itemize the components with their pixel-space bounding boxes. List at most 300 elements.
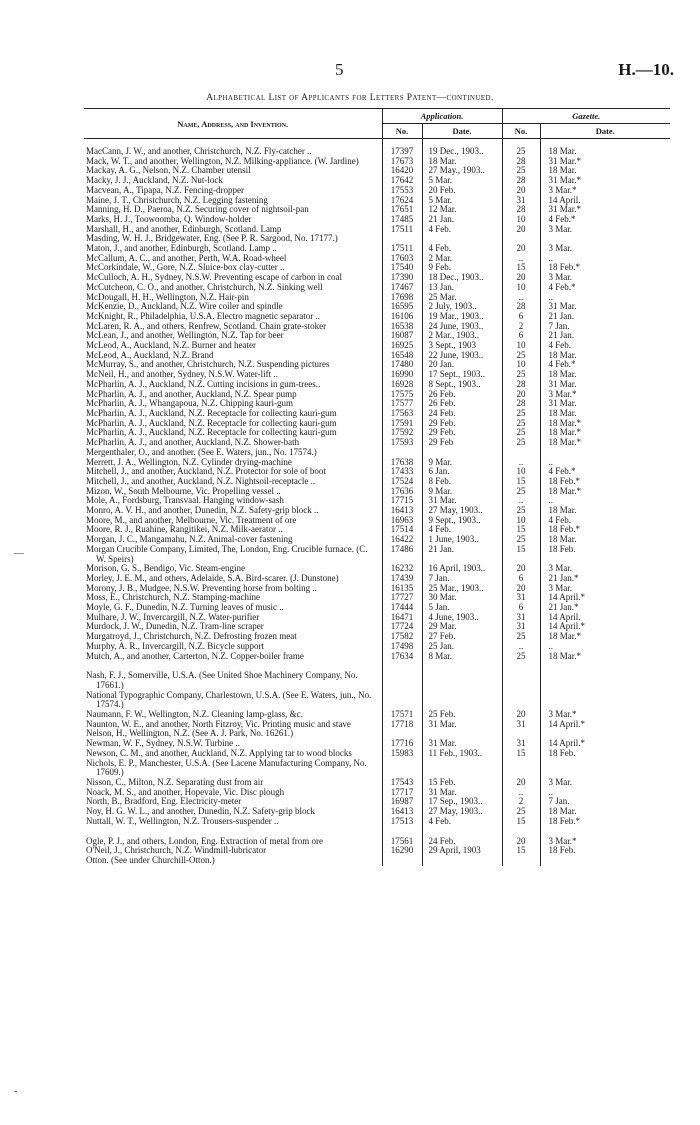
gazette-date-cell: 18 Feb.* [548,816,580,826]
applicant-cell: Macky, J. J., Auckland, N.Z. Nut-lock [84,176,382,186]
table-row [84,749,670,759]
applicant-cell: Newman, W. F., Sydney, N.S.W. Turbine .. [84,739,382,749]
table-row [84,360,670,370]
applicant-cell: Mack, W. T., and another, Wellington, N.Z. Milking-appliance. (W. Jardine) [84,157,382,167]
gazette-date-cell: .. [548,253,553,263]
gazette-no-cell: 31 [502,739,540,749]
application-date-cell [422,729,502,739]
gazette-date-cell: 18 Mar. [548,535,577,545]
table-row [84,399,670,409]
gazette-date-cell: 18 Mar.* [548,651,581,661]
application-no-cell: 17642 [382,176,422,186]
applicant-cell: O'Neil, J., Christchurch, N.Z. Windmill-lubricator [84,846,382,856]
table-row [84,642,670,652]
applicant-cell: Morley, J. E. M., and others, Adelaide, S.A. Bird-scarer. (J. Dunstone) [84,574,382,584]
table-row [84,157,670,167]
table-row [84,632,670,642]
table-row [84,351,670,361]
gazette-date-cell: 31 Mar.* [548,205,581,215]
applicant-cell: Moyle, G. F., Dunedin, N.Z. Turning leaves of music .. [84,603,382,613]
application-no-cell: 17603 [382,254,422,264]
applicant-cell: McNeil, H., and another, Sydney, N.S.W. Water-lift .. [84,370,382,380]
application-date-cell: 4 Feb. [422,817,502,827]
applicant-cell: Naunton, W. E., and another, North Fitzroy, Vic. Printing music and stave [84,720,382,730]
applicant-cell: Murgatroyd, J., Christchurch, N.Z. Defrosting frozen meat [84,632,382,642]
applicant-cell: Morgan, J. C., Mangamahu, N.Z. Animal-cover fastening [84,535,382,545]
application-no-cell: 17571 [382,710,422,720]
application-date-cell: 9 Mar. [422,487,502,497]
table-body [84,139,670,866]
applicant-cell: McLeod, A., Auckland, N.Z. Burner and heater [84,341,382,351]
gazette-date-cell: 14 April. [548,612,581,622]
gazette-no-cell: 25 [502,166,540,176]
gazette-date-cell: 14 April.* [548,719,586,729]
gazette-date-cell: 18 Mar. [548,408,577,418]
gazette-date-cell: 14 April. [548,195,581,205]
table-row [84,273,670,283]
applicant-cell: McPharlin, A. J., and another, Auckland, N.Z. Shower-bath [84,438,382,448]
application-date-cell [422,448,502,458]
table-row [84,438,670,448]
table-row [84,225,670,235]
gazette-no-cell [502,856,540,866]
applicant-cell: Marks, H. J., Toowoomba, Q. Window-holder [84,215,382,225]
gap-cell [84,827,382,837]
application-date-cell: 12 Mar. [422,205,502,215]
applicant-cell: National Typographic Company, Charlestown, U.S.A. (See E. Waters, jun., No. 17574.) [84,691,382,710]
application-no-cell [382,856,422,866]
application-no-cell: 17397 [382,139,422,157]
gazette-date-cell: 18 Mar. [548,370,577,380]
table-row [84,691,670,710]
gazette-date-cell: 3 Mar. [548,778,572,787]
table-row [84,139,670,157]
gazette-no-cell: 15 [502,545,540,564]
table-row [84,496,670,506]
gazette-date-cell: 18 Mar. [548,166,577,176]
applicant-cell: Maine, J. T., Christchurch, N.Z. Legging fastening [84,196,382,206]
application-no-cell: 17486 [382,545,422,564]
table-row [84,341,670,351]
table-row [84,545,670,564]
application-date-cell: 29 April, 1903 [422,846,502,856]
table-row [84,302,670,312]
applicant-cell: Nichols, E. P., Manchester, U.S.A. (See Lacene Manufacturing Company, No. 17609.) [84,759,382,778]
table-row [84,807,670,817]
application-no-cell: 16538 [382,322,422,332]
application-no-cell: 17511 [382,244,422,254]
gazette-no-cell: 25 [502,428,540,438]
application-date-cell: 17 Sept., 1903.. [422,370,502,380]
application-no-cell: 17624 [382,196,422,206]
application-no-cell: 16471 [382,613,422,623]
table-row [84,428,670,438]
application-date-cell: 6 Jan. [422,467,502,477]
application-date-cell: 27 May., 1903.. [422,166,502,176]
gap-cell [540,827,670,837]
application-no-cell: 17575 [382,390,422,400]
gazette-no-cell: .. [502,254,540,264]
gazette-no-cell: 28 [502,157,540,167]
table-row [84,166,670,176]
gazette-date-cell: 18 Feb. [548,544,576,554]
gap-cell [84,661,382,671]
gazette-date-cell [540,729,670,739]
application-date-cell: 8 Sept., 1903.. [422,380,502,390]
gazette-date-cell: 4 Feb.* [548,467,576,477]
application-date-cell: 15 Feb. [422,778,502,788]
gazette-date-cell: 18 Mar. [548,807,577,817]
table-row [84,322,670,332]
application-date-cell: 8 Feb. [422,477,502,487]
table-row [84,215,670,225]
table-row [84,729,670,739]
application-date-cell: 9 Feb. [422,263,502,273]
gazette-no-cell [502,671,540,690]
page-number: 5 [335,60,344,79]
table-row [84,564,670,574]
applicant-cell: Noy, H. G. W. L., and another, Dunedin, N.Z. Safety-grip block [84,807,382,817]
list-subtitle-text: Alphabetical List of Applicants for Letters Patent—continued. [206,93,494,103]
applicant-cell: McCallum, A. C., and another, Perth, W.A. Road-wheel [84,254,382,264]
gazette-no-cell: 15 [502,817,540,827]
gazette-no-cell: 20 [502,837,540,847]
table-row [84,263,670,273]
gazette-no-cell: 31 [502,720,540,730]
application-no-cell: 17698 [382,293,422,303]
gazette-no-cell [502,448,540,458]
gazette-date-cell: 21 Jan.* [548,573,579,583]
gazette-no-cell: 28 [502,399,540,409]
gazette-date-cell: 14 April.* [548,739,586,749]
applicant-cell: Mergenthaler, O., and another. (See E. Waters, jun., No. 17574.) [84,448,382,458]
application-date-cell: 31 Mar. [422,496,502,506]
gap-cell [422,661,502,671]
table-row [84,380,670,390]
gazette-no-cell: 20 [502,273,540,283]
applicant-cell: Mutch, A., and another, Carterton, N.Z. Copper-boiler frame [84,652,382,662]
applicant-cell: Macvean, A., Tipapa, N.Z. Fencing-dropper [84,186,382,196]
gap-cell [502,827,540,837]
gazette-date-cell: 21 Jan. [548,331,574,341]
table-row [84,283,670,293]
application-date-cell: 27 Feb. [422,632,502,642]
table-row [84,293,670,303]
applicant-cell: Merrett, J. A., Wellington, N.Z. Cylinder drying-machine [84,458,382,468]
application-no-cell: 17467 [382,283,422,293]
table-row [84,390,670,400]
application-no-cell: 17513 [382,817,422,827]
gazette-no-cell: 2 [502,322,540,332]
gazette-date-cell: 31 Mar.* [548,176,581,186]
gazette-no-cell: 6 [502,312,540,322]
column-header-name: Name, Address, and Invention. [84,109,382,139]
gap-cell [422,827,502,837]
applicant-cell: Newson, C. M., and another, Auckland, N.Z. Applying tar to wood blocks [84,749,382,759]
gazette-no-cell: .. [502,496,540,506]
applicant-cell: McCulloch, A. H., Sydney, N.S.W. Preventing escape of carbon in coal [84,273,382,283]
applicant-cell: Mole, A., Fordsburg, Transvaal. Hanging window-sash [84,496,382,506]
table-row [84,487,670,497]
gazette-no-cell: 20 [502,778,540,788]
application-no-cell: 16548 [382,351,422,361]
gazette-no-cell: .. [502,642,540,652]
gazette-date-cell: 21 Jan. [548,311,574,321]
gazette-no-cell: 31 [502,622,540,632]
application-no-cell: 17561 [382,837,422,847]
application-no-cell: 17524 [382,477,422,487]
gazette-no-cell [502,691,540,710]
application-no-cell: 17716 [382,739,422,749]
table-row [84,244,670,254]
applicant-cell: Mulhare, J. W., Invercargill, N.Z. Water-purifier [84,613,382,623]
application-no-cell: 17433 [382,467,422,477]
application-date-cell [422,691,502,710]
application-date-cell: 26 Feb. [422,390,502,400]
application-no-cell: 16106 [382,312,422,322]
table-row [84,710,670,720]
applicant-cell: Nuttall, W. T., Wellington, N.Z. Trousers-suspender .. [84,817,382,827]
applicant-cell: Noack, M. S., and another, Hopevale, Vic. Disc plough [84,788,382,798]
table-row [84,196,670,206]
gazette-date-cell: 18 Mar. [548,146,577,156]
application-date-cell: 19 Dec., 1903.. [422,139,502,157]
column-header-app-date: Date. [422,124,502,139]
applicant-cell: Marshall, H., and another, Edinburgh, Scotland. Lamp [84,225,382,235]
application-no-cell: 16990 [382,370,422,380]
table-row [84,448,670,458]
application-date-cell: 7 Jan. [422,574,502,584]
application-no-cell [382,759,422,778]
gazette-date-cell: 18 Mar.* [548,486,581,496]
gazette-date-cell: 4 Feb.* [548,214,576,224]
gazette-no-cell: 20 [502,225,540,235]
margin-mark: — [14,548,24,559]
application-date-cell: 31 Mar. [422,720,502,730]
applicant-cell: MacCann, J. W., and another, Christchurch, N.Z. Fly-catcher .. [84,139,382,157]
gazette-no-cell: 2 [502,797,540,807]
table-row [84,720,670,730]
gazette-no-cell: 31 [502,613,540,623]
application-date-cell: 2 Mar. [422,254,502,264]
application-no-cell [382,729,422,739]
applicant-cell: McLean, J., and another, Wellington, N.Z. Tap for beer [84,331,382,341]
table-row [84,837,670,847]
application-date-cell: 24 Feb. [422,409,502,419]
applicant-cell: Morgan Crucible Company, Limited, The, London, Eng. Crucible furnace. (C. W. Speirs) [84,545,382,564]
gazette-date-cell: 3 Mar.* [548,389,577,399]
application-date-cell: 18 Mar. [422,157,502,167]
application-no-cell: 16963 [382,516,422,526]
application-no-cell: 16135 [382,584,422,594]
table-row [84,535,670,545]
application-no-cell: 16925 [382,341,422,351]
gazette-no-cell: 25 [502,487,540,497]
applicant-cell: Nelson, H., Wellington, N.Z. (See A. J. Park, No. 16261.) [84,729,382,739]
application-no-cell: 17498 [382,642,422,652]
table-row [84,186,670,196]
application-no-cell: 17480 [382,360,422,370]
application-date-cell: 24 June, 1903.. [422,322,502,332]
table-row [84,419,670,429]
application-no-cell: 17553 [382,186,422,196]
application-no-cell: 17444 [382,603,422,613]
gazette-date-cell: 18 Mar.* [548,632,581,642]
application-no-cell: 16422 [382,535,422,545]
application-no-cell: 17514 [382,525,422,535]
application-no-cell: 16595 [382,302,422,312]
table-row [84,739,670,749]
table-row [84,759,670,778]
applicant-cell: Masding, W. H. J., Bridgewater, Eng. (See P. R. Sargood, No. 17177.) [84,234,382,244]
application-no-cell: 17511 [382,225,422,235]
application-no-cell: 17638 [382,458,422,468]
application-date-cell: 25 Feb. [422,710,502,720]
gap-cell [502,661,540,671]
table-row [84,506,670,516]
gazette-date-cell: 3 Mar. [548,273,572,283]
application-date-cell: 9 Mar. [422,458,502,468]
gazette-date-cell: 4 Feb. [548,515,571,525]
table-row [84,603,670,613]
gazette-date-cell: .. [548,496,553,506]
gazette-no-cell: 20 [502,710,540,720]
gazette-date-cell: 3 Mar. [548,244,572,254]
applicant-cell: McLeod, A., Auckland, N.Z. Brand [84,351,382,361]
application-date-cell: 24 Feb. [422,837,502,847]
gazette-date-cell: 7 Jan. [548,321,570,331]
application-no-cell: 17485 [382,215,422,225]
gazette-date-cell [540,234,670,244]
gazette-no-cell: 31 [502,593,540,603]
gazette-no-cell: 25 [502,438,540,448]
application-date-cell: 4 Feb. [422,244,502,254]
gazette-date-cell: 31 Mar. [548,302,577,312]
table-row [84,797,670,807]
gazette-no-cell: 31 [502,196,540,206]
gazette-no-cell [502,729,540,739]
applicant-cell: Mackay, A. G., Nelson, N.Z. Chamber utensil [84,166,382,176]
application-date-cell: 19 Mar., 1903.. [422,312,502,322]
application-date-cell [422,234,502,244]
application-date-cell: 5 Mar. [422,176,502,186]
table-row [84,458,670,468]
table-row [84,477,670,487]
applicant-cell: Murphy, A. R., Invercargill, N.Z. Bicycle support [84,642,382,652]
gazette-date-cell: 18 Mar. [548,350,577,360]
applicant-cell: McLaren, R. A., and others, Renfrew, Scotland. Chain grate-stoker [84,322,382,332]
application-date-cell: 5 Mar. [422,196,502,206]
table-row [84,176,670,186]
gazette-no-cell: 10 [502,467,540,477]
application-date-cell [422,671,502,690]
application-no-cell: 16290 [382,846,422,856]
applicant-cell: Ogle, P. J., and others, London, Eng. Extraction of metal from ore [84,837,382,847]
table-row [84,593,670,603]
applicant-cell: Otton. (See under Churchill-Otton.) [84,856,382,866]
gazette-date-cell: 21 Jan.* [548,603,579,613]
application-date-cell: 4 Feb. [422,525,502,535]
gazette-no-cell: 6 [502,331,540,341]
application-date-cell: 20 Jan. [422,360,502,370]
application-no-cell: 16928 [382,380,422,390]
gazette-no-cell: 25 [502,652,540,662]
list-subtitle [0,93,700,103]
gazette-date-cell [540,759,670,778]
application-date-cell [422,759,502,778]
gazette-no-cell: 10 [502,283,540,293]
gap-cell [382,661,422,671]
gazette-date-cell: 4 Feb.* [548,282,576,292]
applicant-cell: McCutcheon, C. O., and another, Christchurch, N.Z. Sinking well [84,283,382,293]
table-row [84,671,670,690]
application-date-cell: 18 Dec., 1903.. [422,273,502,283]
gazette-date-cell: 18 Feb.* [548,476,580,486]
applicant-cell: Moore, M., and another, Melbourne, Vic. Treatment of ore [84,516,382,526]
gazette-date-cell: 3 Mar. [548,583,572,593]
application-date-cell: 25 Jan. [422,642,502,652]
gazette-no-cell: 28 [502,302,540,312]
gazette-date-cell [540,691,670,710]
section-gap [84,661,670,671]
gazette-no-cell: 20 [502,244,540,254]
applicant-cell: Maton, J., and another, Edinburgh, Scotland. Lamp .. [84,244,382,254]
application-no-cell: 16087 [382,331,422,341]
gazette-no-cell: 25 [502,807,540,817]
table-row [84,613,670,623]
gazette-date-cell: 18 Mar.* [548,428,581,438]
application-no-cell: 16413 [382,506,422,516]
application-date-cell: 27 May, 1903.. [422,807,502,817]
application-no-cell: 17543 [382,778,422,788]
table-row [84,331,670,341]
application-date-cell: 29 Feb. [422,428,502,438]
application-no-cell: 17724 [382,622,422,632]
gazette-date-cell: 3 Mar.* [548,185,577,195]
gazette-date-cell: 14 April.* [548,593,586,603]
applicant-cell: Mitchell, J., and another, Auckland, N.Z. Nightsoil-receptacle .. [84,477,382,487]
applicant-cell: Naumann, F. W., Wellington, N.Z. Cleaning lamp-glass, &c. [84,710,382,720]
application-no-cell: 17540 [382,263,422,273]
table-row [84,788,670,798]
gazette-no-cell: 28 [502,205,540,215]
application-date-cell: 21 Jan. [422,215,502,225]
gazette-no-cell: 10 [502,341,540,351]
gazette-no-cell: 15 [502,749,540,759]
gazette-no-cell: 25 [502,139,540,157]
gazette-date-cell: 4 Feb. [548,341,571,351]
gazette-date-cell: 4 Feb.* [548,360,576,370]
application-date-cell: 2 Mar., 1903.. [422,331,502,341]
application-date-cell: 22 June, 1903.. [422,351,502,361]
application-no-cell [382,671,422,690]
gazette-date-cell: .. [548,457,553,467]
gazette-no-cell: 25 [502,535,540,545]
application-date-cell: 5 Jan. [422,603,502,613]
application-date-cell: 4 June, 1903.. [422,613,502,623]
gazette-no-cell: 25 [502,506,540,516]
application-no-cell: 17634 [382,652,422,662]
application-date-cell: 21 Jan. [422,545,502,564]
gazette-date-cell: .. [548,292,553,302]
margin-mark: - [14,1086,18,1097]
column-header-app-no: No. [382,124,422,139]
application-date-cell: 26 Feb. [422,399,502,409]
gazette-no-cell: 15 [502,525,540,535]
application-date-cell: 25 Mar., 1903.. [422,584,502,594]
column-header-gazette-date: Date. [540,124,670,139]
gazette-no-cell: 28 [502,380,540,390]
